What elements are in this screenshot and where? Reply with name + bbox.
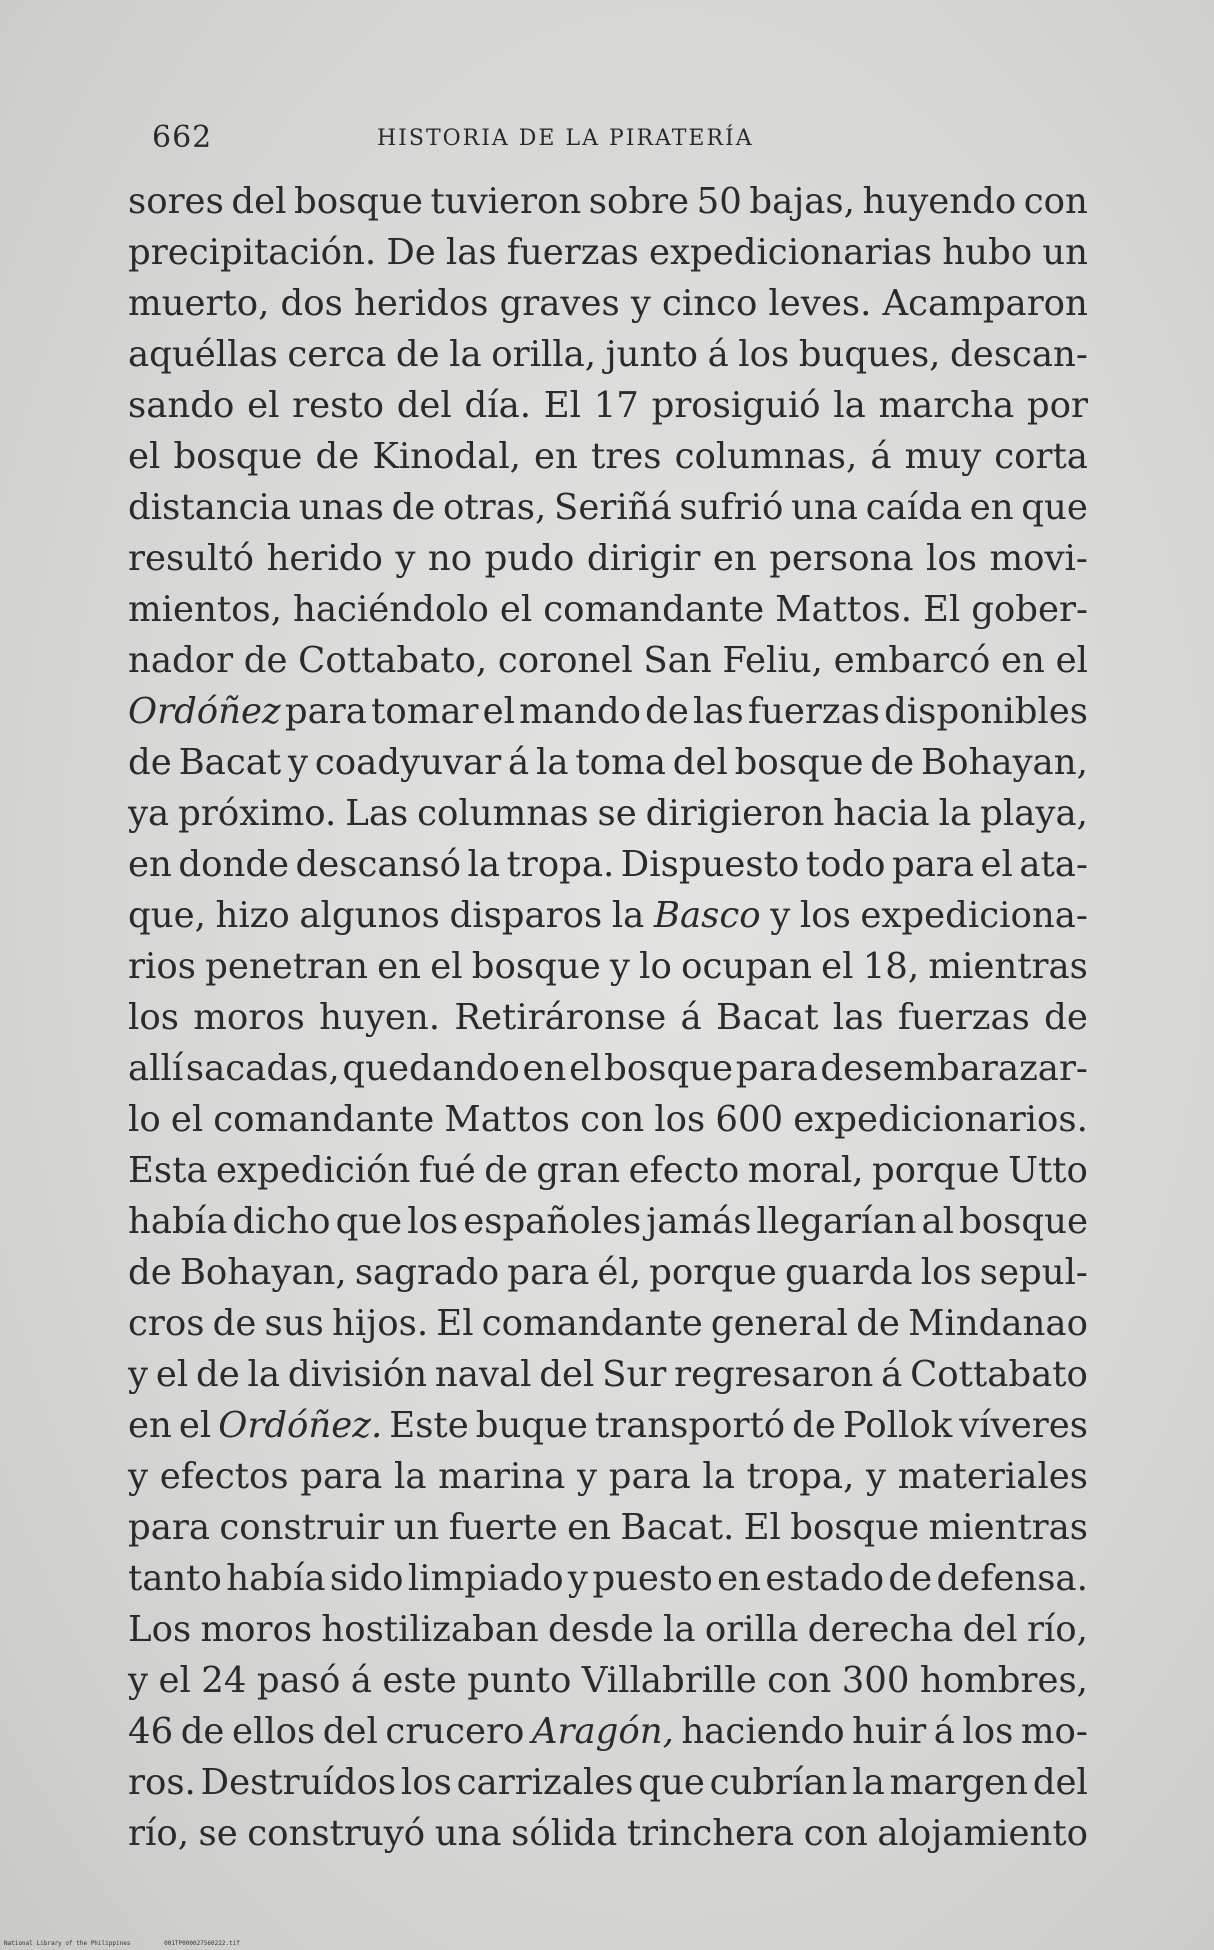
text-line: distancia unas de otras, Seriñá sufrió una caída en que: [128, 487, 1088, 528]
text-line: sores del bosque tuvieron sobre 50 bajas, huyendo con: [128, 181, 1088, 222]
text-line: precipitación. De las fuerzas expedicionarias hubo un: [128, 232, 1088, 273]
text-line: muerto, dos heridos graves y cinco leves. Acamparon: [128, 283, 1088, 324]
text-line: y efectos para la marina y para la tropa, y materiales: [128, 1456, 1088, 1497]
text-line: y el de la división naval del Sur regresaron á Cottabato: [128, 1354, 1088, 1395]
text-line: los moros huyen. Retiráronse á Bacat las fuerzas de: [128, 997, 1088, 1038]
text-line: Los moros hostilizaban desde la orilla derecha del río,: [128, 1609, 1088, 1650]
text-line: el bosque de Kinodal, en tres columnas, á muy corta: [128, 436, 1088, 477]
footer-library: National Library of the Philippines: [4, 1940, 131, 1947]
text-line: ros. Destruídos los carrizales que cubrían la margen del: [128, 1762, 1088, 1803]
text-line: 46 de ellos del crucero Aragón, haciendo huir á los mo-: [128, 1711, 1088, 1752]
text-line: para construir un fuerte en Bacat. El bosque mientras: [128, 1507, 1088, 1548]
text-line: ya próximo. Las columnas se dirigieron hacia la playa,: [128, 793, 1088, 834]
text-line: cros de sus hijos. El comandante general de Mindanao: [128, 1303, 1088, 1344]
text-line: lo el comandante Mattos con los 600 expedicionarios.: [128, 1099, 1088, 1140]
footer-file: 001TP000027560222.tif: [164, 1940, 240, 1947]
page-header: [152, 120, 1092, 160]
text-line: aquéllas cerca de la orilla, junto á los buques, descan-: [128, 334, 1088, 375]
text-line: rios penetran en el bosque y lo ocupan el 18, mientras: [128, 946, 1088, 987]
text-line: tanto había sido limpiado y puesto en estado de defensa.: [128, 1558, 1088, 1599]
text-line: de Bacat y coadyuvar á la toma del bosque de Bohayan,: [128, 742, 1088, 783]
text-line: y el 24 pasó á este punto Villabrille con 300 hombres,: [128, 1660, 1088, 1701]
text-line: en el Ordóñez. Este buque transportó de Pollok víveres: [128, 1405, 1088, 1446]
body-text: [128, 176, 1088, 1859]
text-line: nador de Cottabato, coronel San Feliu, embarcó en el: [128, 640, 1088, 681]
running-title: HISTORIA DE LA PIRATERÍA: [377, 126, 754, 151]
text-line: Esta expedición fué de gran efecto moral, porque Utto: [128, 1150, 1088, 1191]
text-line: había dicho que los españoles jamás llegarían al bosque: [128, 1201, 1088, 1242]
text-line: allí sacadas, quedando en el bosque para desembarazar-: [128, 1048, 1088, 1089]
text-line: río, se construyó una sólida trinchera con alojamiento: [128, 1813, 1088, 1854]
text-line: de Bohayan, sagrado para él, porque guarda los sepul-: [128, 1252, 1088, 1293]
text-line: Ordóñez para tomar el mando de las fuerzas disponibles: [128, 691, 1088, 732]
text-line: que, hizo algunos disparos la Basco y los expediciona-: [128, 895, 1088, 936]
page-number: 662: [152, 120, 213, 155]
scan-footer: [4, 1940, 270, 1947]
text-line: sando el resto del día. El 17 prosiguió la marcha por: [128, 385, 1088, 426]
text-line: en donde descansó la tropa. Dispuesto todo para el ata-: [128, 844, 1088, 885]
text-line: resultó herido y no pudo dirigir en persona los movi-: [128, 538, 1088, 579]
text-line: mientos, haciéndolo el comandante Mattos. El gober-: [128, 589, 1088, 630]
